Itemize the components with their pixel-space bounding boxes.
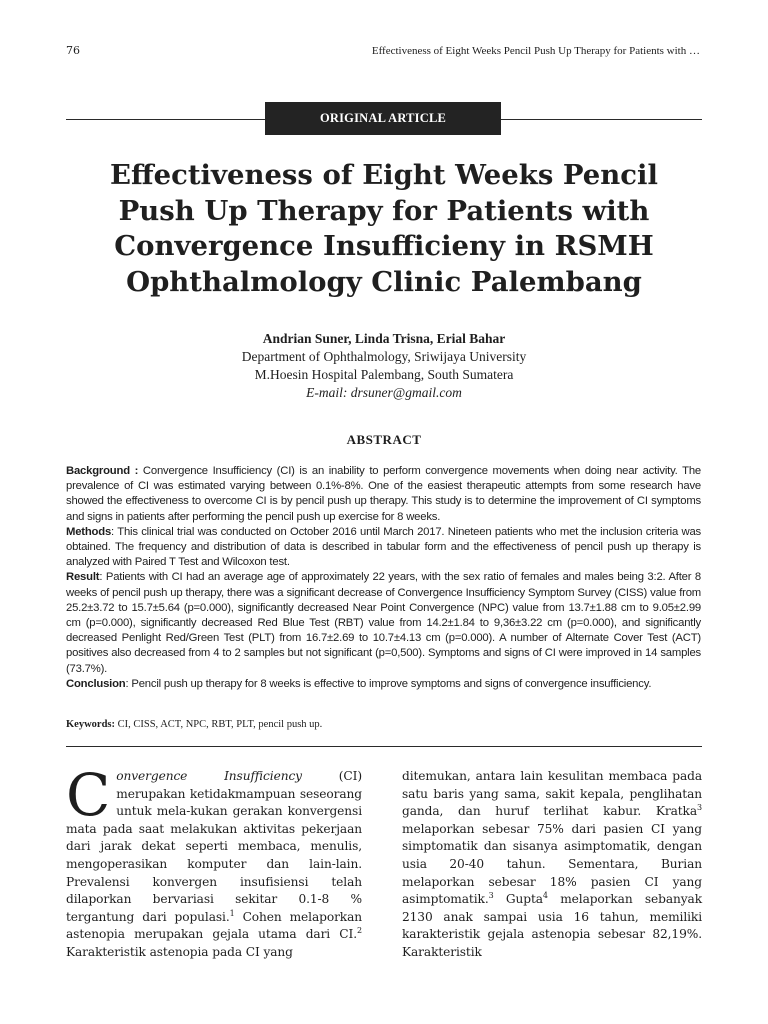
author-email: E-mail: drsuner@gmail.com	[306, 385, 462, 400]
right-text-4: melaporkan sebanyak 2130 anak sampai usia 16 tahun, memiliki karakteristik gejala astenopia sebesar 82,19%. Karakteristik	[402, 892, 702, 959]
abstract-background	[66, 464, 701, 525]
abstract-rule	[66, 746, 702, 747]
article-title: Effectiveness of Eight Weeks Pencil Push Up Therapy for Patients with Convergence Insufficieny in RSMH Ophthalmology Clinic Palembang	[110, 159, 658, 298]
right-text-1: ditemukan, antara lain kesulitan membaca pada satu baris yang sama, sakit kepala, penglihatan ganda, dan huruf terlihat kabur. Kratka	[402, 769, 702, 819]
keywords-line	[66, 719, 702, 730]
intro-italic-term: onvergence Insufficiency	[116, 769, 302, 783]
abstract-conclusion	[66, 677, 701, 692]
running-title: Effectiveness of Eight Weeks Pencil Push Up Therapy for Patients with …	[371, 45, 700, 57]
citation-4: 4	[542, 891, 548, 901]
result-text: : Patients with CI had an average age of approximately 22 years, with the sex ratio of females and males being 3:2. After 8 weeks of pencil push up therapy, there was a significant decrease of Convergence Insufficiency Symptom Survey (CISS) value from 25.2±3.72 to 15.7±5.64 (p=0.000), significantly decreased Near Point Convergence (NPC) value from 13.7±1.88 cm to 9.05±2.99 cm (p=0.000), significantly decreased Red Blue Test (RBT) value from 14.2±1.84 to 9,36±3.22 cm (p=0.000), and significantly decreased Penlight Red/Green Test (PLT) from 16.7±2.69 to 10.7±4.13 cm (p=0.000). A number of Alternate Cover Test (ACT) positives also decreased from 4 to 2 samples but not significant (p=0,500). Symptoms and signs of CI were improved in 14 samples (73.7%).	[66, 571, 701, 675]
intro-text-2: Cohen melaporkan astenopia merupakan gejala utama dari CI.	[66, 909, 362, 942]
author-block	[66, 330, 702, 402]
drop-cap: C	[66, 761, 111, 829]
right-text-2: melaporkan sebesar 75% dari pasien CI yang simptomatik dan sisanya asimptomatik, dengan usia 20-40 tahun. Sementara, Burian melaporkan sebesar 18% pasien CI yang asimptomatik.	[402, 821, 702, 907]
methods-text: : This clinical trial was conducted on October 2016 until March 2017. Nineteen patients who met the inclusion criteria was obtained. The frequency and distribution of data is described in tabular form and the effectiveness of pencil push up therapy is analyzed with Paired T Test and Wilcoxon test.	[66, 525, 701, 569]
abstract-methods	[66, 525, 701, 571]
abstract-heading: ABSTRACT	[346, 432, 422, 447]
right-text-3: Gupta	[493, 892, 543, 907]
background-text: Convergence Insufficiency (CI) is an inability to perform convergence movements when doing near activity. The prevalence of CI was estimated varying between 0.1%-8%. One of the easiest therapeutic attempts from some research have showed the effectiveness to overcome CI is by pencil push up therapy. This study is to determine the improvement of CI symptoms and signs in patients after performing the pencil push up exercise for 8 weeks.	[66, 465, 701, 523]
affiliation-hospital: M.Hoesin Hospital Palembang, South Sumatera	[254, 367, 514, 382]
citation-3b: 3	[488, 891, 494, 901]
intro-text-1: (CI) merupakan ketidakmampuan seseorang untuk mela-kukan gerakan konvergensi mata pada saat melakukan aktivitas pekerjaan dari jarak dekat seperti membaca, menulis, mengoperasikan komputer dan lain-lain. Prevalensi konvergen insufisiensi telah dilaporkan bervariasi sekitar 0.1-8 % tergantung dari populasi.	[66, 769, 362, 924]
citation-2: 2	[357, 926, 362, 936]
affiliation-department: Department of Ophthalmology, Sriwijaya University	[241, 349, 527, 364]
author-names: Andrian Suner, Linda Trisna, Erial Bahar	[262, 331, 506, 346]
keywords-label: Keywords:	[66, 719, 115, 730]
continued-paragraph	[402, 768, 702, 962]
methods-label: Methods	[66, 525, 112, 538]
conclusion-text: : Pencil push up therapy for 8 weeks is effective to improve symptoms and signs of convergence insufficiency.	[125, 677, 652, 690]
body-column-right	[402, 768, 702, 962]
page-number: 76	[66, 44, 80, 57]
intro-text-3: Karakteristik astenopia pada CI yang	[66, 944, 293, 959]
citation-1: 1	[229, 908, 235, 918]
body-column-left	[66, 761, 362, 962]
result-label: Result	[66, 571, 100, 584]
keywords-text: CI, CISS, ACT, NPC, RBT, PLT, pencil push up.	[115, 719, 323, 730]
citation-3a: 3	[697, 803, 702, 813]
conclusion-label: Conclusion	[66, 677, 126, 690]
intro-paragraph	[66, 761, 362, 962]
abstract-result	[66, 570, 701, 676]
background-label: Background :	[66, 465, 139, 477]
article-type-badge: ORIGINAL ARTICLE	[265, 102, 501, 135]
abstract-body	[66, 464, 701, 692]
